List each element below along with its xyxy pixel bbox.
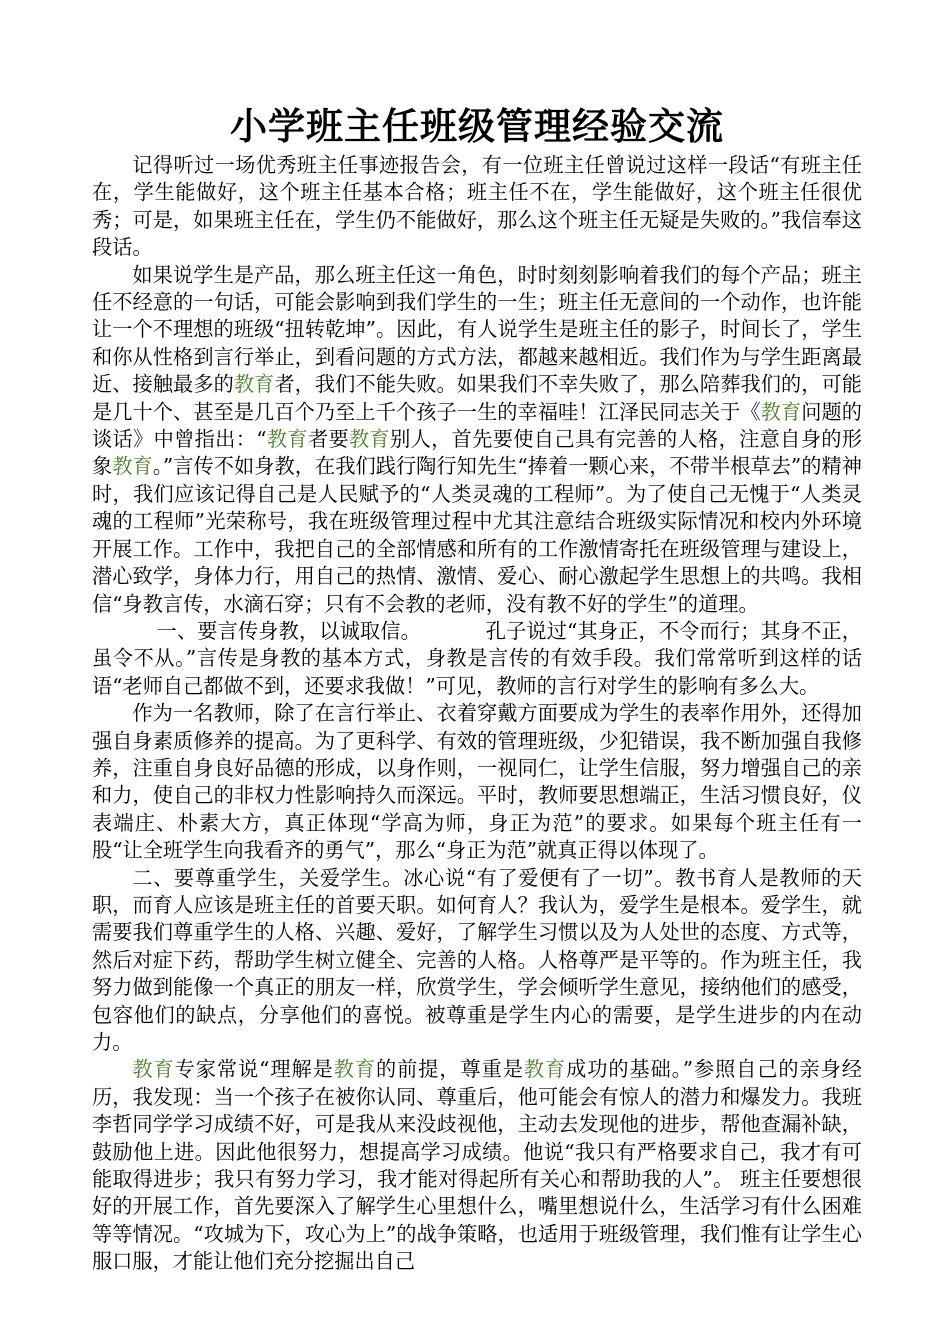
paragraph <box>92 1056 862 1275</box>
text-run: 记得听过一场优秀班主任事迹报告会，有一位班主任曾说过这样一段话“有班主任在，学生能做好，这个班主任基本合格；班主任不在，学生能做好，这个班主任很优秀；可是，如果班主任在，学生仍不能做好，那么这个班主任无疑是失败的。”我信奉这段话。 <box>92 153 862 260</box>
document-body <box>92 152 862 1276</box>
text-run: 。”言传不如身教，在我们践行陶行知先生“捧着一颗心来，不带半根草去”的精神时，我们应该记得自己是人民赋予的“人类灵魂的工程师”。为了使自己无愧于“人类灵魂的工程师”光荣称号，我在班级管理过程中尤其注意结合班级实际情况和校内外环境开展工作。工作中，我把自己的全部情感和所有的工作激情寄托在班级管理与建设上，潜心致学，身体力行，用自己的热情、激情、爱心、耐心激起学生思想上的共鸣。我相信“身教言传，水滴石穿；只有不会教的老师，没有教不好的学生”的道理。 <box>92 454 862 616</box>
text-run: 问题的谈话》中曾指出：“ <box>92 399 862 452</box>
text-run: 者要 <box>307 427 350 452</box>
paragraph <box>92 262 862 618</box>
text-run: 的前提，尊重是 <box>375 1057 524 1082</box>
highlighted-term: 教育 <box>112 454 153 479</box>
text-run: 别人，首先要使自己具有完善的人格，注意自身的形象 <box>92 427 862 479</box>
text-run: 者，我们不能失败。如果我们不幸失败了，那么陪葬我们的，可能是几十个、甚至是几百个乃至上千个孩子一生的幸福哇！江泽民同志关于《 <box>92 372 862 424</box>
text-run: 二、要尊重学生，关爱学生。冰心说“有了爱便有了一切”。教书育人是教师的天职，而育人应该是班主任的首要天职。如何育人？我认为，爱学生是根本。爱学生，就需要我们尊重学生的人格、兴趣、爱好，了解学生习惯以及为人处世的态度、方式等，然后对症下药，帮助学生树立健全、完善的人格。人格尊严是平等的。作为班主任，我努力做到能像一个真正的朋友一样，欣赏学生，学会倾听学生意见，接纳他们的感受，包容他们的缺点，分享他们的喜悦。被尊重是学生内心的需要，是学生进步的内在动力。 <box>92 865 862 1054</box>
text-run: 如果说学生是产品，那么班主任这一角色，时时刻刻影响着我们的每个产品；班主任不经意的一句话，可能会影响到我们学生的一生；班主任无意间的一个动作，也许能让一个不理想的班级“扭转乾坤”。因此，有人说学生是班主任的影子，时间长了，学生和你从性格到言行举止，到看问题的方式方法，都越来越相近。我们作为与学生距离最近、接触最多的 <box>92 262 862 397</box>
highlighted-term: 教育 <box>760 399 802 424</box>
document-page <box>92 100 862 1276</box>
text-run: 孔子说过“其身正，不令而行；其身不正，虽令不从。”言传是身教的基本方式，身教是言传的有效手段。我们常常听到这样的话语“老师自己都做不到，还要求我做！”可见，教师的言行对学生的影响有多么大。 <box>92 618 862 698</box>
paragraph <box>92 700 862 864</box>
paragraph <box>92 152 862 262</box>
highlighted-term: 教育 <box>233 372 275 397</box>
highlighted-term: 教育 <box>132 1057 175 1082</box>
highlighted-term: 教育 <box>333 1057 376 1082</box>
text-run: 成功的基础。”参照自己的亲身经历，我发现：当一个孩子在被你认同、尊重后，他可能会有惊人的潜力和爆发力。我班李哲同学学习成绩不好，可是我从来没歧视他，主动去发现他的进步，帮他查漏补缺，鼓励他上进。因此他很努力，想提高学习成绩。他说“我只有严格要求自己，我才有可能取得进步；我只有努力学习，我才能对得起所有关心和帮助我的人”。 班主任要想很好的开展工作，首先要深入了解学生心里想什么，嘴里想说什么，生活学习有什么困难等等情况。“攻城为下，攻心为上”的战争策略，也适用于班级管理，我们惟有让学生心服口服，才能让他们充分挖掘出自己 <box>92 1057 862 1274</box>
text-run: 作为一名教师，除了在言行举止、衣着穿戴方面要成为学生的表率作用外，还得加强自身素质修养的提高。为了更科学、有效的管理班级，少犯错误，我不断加强自我修养，注重自身良好品德的形成，以身作则，一视同仁，让学生信服，努力增强自己的亲和力，使自己的非权力性影响持久而深远。平时，教师要思想端正，生活习惯良好，仪表端庄、朴素大方，真正体现“学高为师，身正为范”的要求。如果每个班主任有一股“让全班学生向我看齐的勇气”，那么“身正为范”就真正得以体现了。 <box>92 701 862 863</box>
section-heading: 一、要言传身教，以诚取信。 <box>156 618 421 643</box>
paragraph <box>92 618 862 700</box>
text-run: 专家常说“理解是 <box>174 1057 334 1082</box>
highlighted-term: 教育 <box>349 427 391 452</box>
paragraph <box>92 865 862 1057</box>
highlighted-term: 教育 <box>523 1057 567 1082</box>
highlighted-term: 教育 <box>266 427 308 452</box>
document-title: 小学班主任班级管理经验交流 <box>230 104 724 148</box>
